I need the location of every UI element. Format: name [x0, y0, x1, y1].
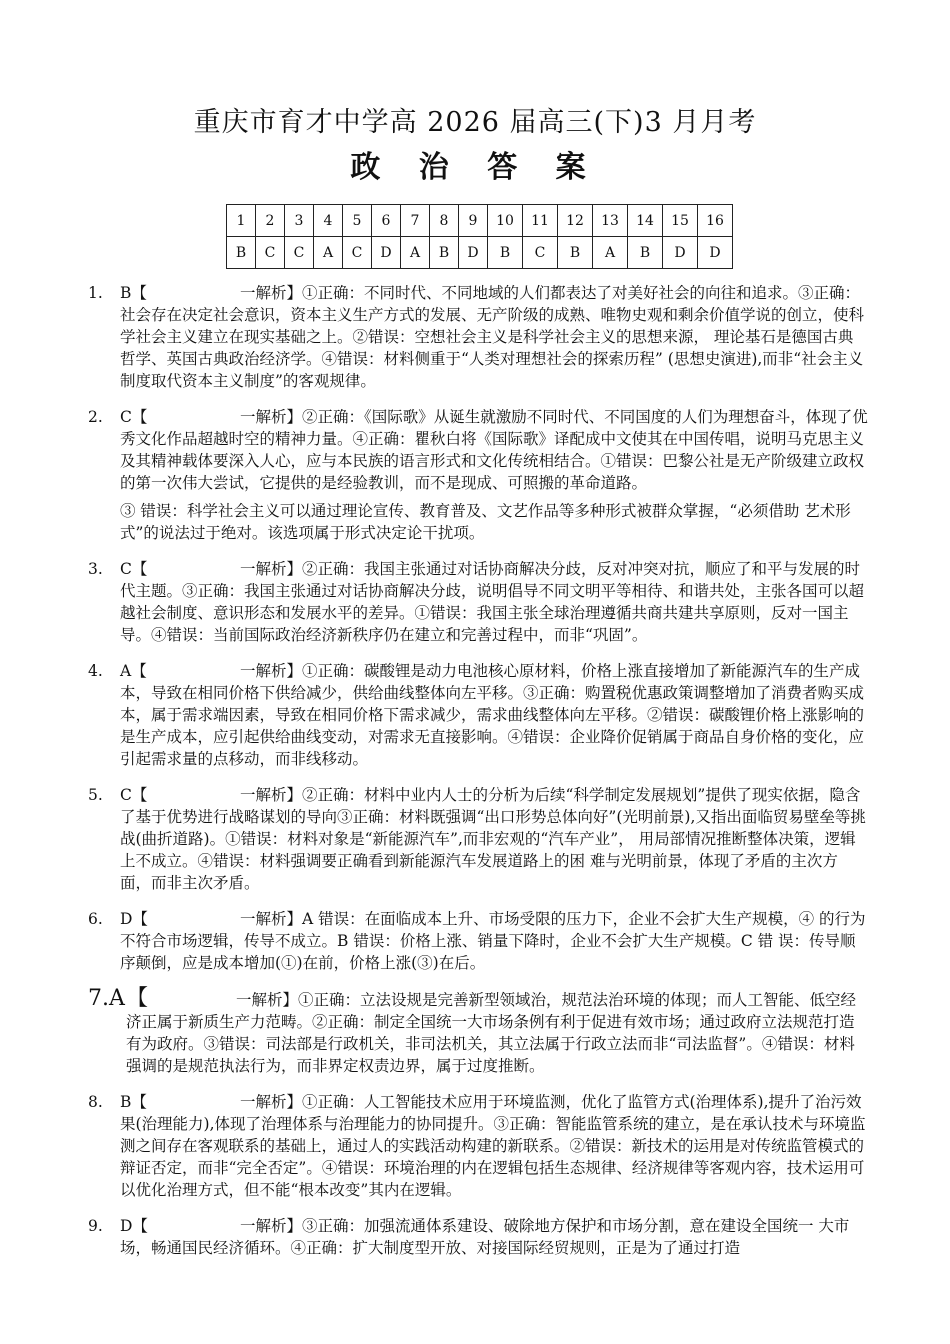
item-explanation: 一解析】①正确：不同时代、不同地域的人们都表达了对美好社会的向往和追求。③正确：社会存在决定社会意识，资本主义生产方式的发展、无产阶级的成熟、唯物史观和剩余价值学说的创立，使科学社会主义建立在现实基础之上。②错误：空想社会主义是科学社会主义的思想来源， 理论基石是德国古典哲学、英国古典政治经济学。④错误：材料侧重于“人类对理想社会的探索历程” (思想史演进),而非“社会主义制度取代资本主义制度”的客观规律。 [120, 284, 865, 390]
answer-table [226, 204, 733, 269]
table-cell: 16 [698, 205, 733, 237]
table-cell: C [256, 237, 285, 269]
table-cell: 10 [488, 205, 523, 237]
item-number: 6. [88, 910, 103, 928]
table-cell: D [663, 237, 698, 269]
item-number: 9. [88, 1217, 103, 1235]
table-cell: 3 [285, 205, 314, 237]
table-cell: 9 [459, 205, 488, 237]
table-cell: 8 [430, 205, 459, 237]
item-answer: D【 [120, 1217, 148, 1235]
table-cell: B [227, 237, 256, 269]
table-cell: A [593, 237, 628, 269]
item-number: 5. [88, 786, 103, 804]
list-item [88, 1091, 868, 1201]
table-cell: 7 [401, 205, 430, 237]
table-cell: 5 [343, 205, 372, 237]
table-cell: C [343, 237, 372, 269]
item-number: 2. [88, 408, 103, 426]
list-item [88, 282, 868, 392]
item-explanation: 一解析】①正确：立法设规是完善新型领域治，规范法治环境的体现；而人工智能、低空经济正属于新质生产力范畴。②正确：制定全国统一大市场条例有利于促进有效市场；通过政府立法规范打造有为政府。③错误：司法部是行政机关，非司法机关，其立法属于行政立法而非“司法监督”。④错误：材料强调的是规范执法行为，而非界定权责边界，属于过度推断。 [126, 991, 857, 1075]
table-cell: 13 [593, 205, 628, 237]
table-cell: C [523, 237, 558, 269]
item-explanation: 一解析】②正确：《国际歌》从诞生就激励不同时代、不同国度的人们为理想奋斗，体现了优秀文化作品超越时空的精神力量。④正确：瞿秋白将《国际歌》译配成中文使其在中国传唱，说明马克思主义及其精神载体要深入人心，应与本民族的语言形式和文化传统相结合。①错误：巴黎公社是无产阶级建立政权的第一次伟大尝试，它提供的是经验教训，而不是现成、可照搬的革命道路。 [120, 408, 868, 492]
list-item [88, 660, 868, 770]
item-explanation-continued: ③ 错误：科学社会主义可以通过理论宣传、教育普及、文艺作品等多种形式被群众掌握，“必须借助 艺术形式”的说法过于绝对。该选项属于形式决定论干扰项。 [120, 502, 851, 542]
table-cell: C [285, 237, 314, 269]
table-cell: 14 [628, 205, 663, 237]
table-cell: 6 [372, 205, 401, 237]
item-answer: B【 [120, 284, 147, 302]
item-answer: C【 [120, 408, 148, 426]
table-cell: 11 [523, 205, 558, 237]
item-answer: 【 [126, 986, 149, 1011]
item-explanation: 一解析】①正确：人工智能技术应用于环境监测，优化了监管方式(治理体系),提升了治污效果(治理能力),体现了治理体系与治理能力的协同提升。③正确：智能监管系统的建立，是在承认技术与环境监测之间存在客观联系的基础上，通过人的实践活动构建的新联系。②错误：新技术的运用是对传统监管模式的辩证否定，而非“完全否定”。④错误：环境治理的内在逻辑包括生态规律、经济规律等客观内容，技术运用可以优化治理方式，但不能“根本改变”其内在逻辑。 [120, 1093, 866, 1199]
table-cell: B [558, 237, 593, 269]
table-cell: A [314, 237, 343, 269]
item-explanation: 一解析】①正确：碳酸锂是动力电池核心原材料，价格上涨直接增加了新能源汽车的生产成本，导致在相同价格下供给减少，供给曲线整体向左平移。③正确：购置税优惠政策调整增加了消费者购买成本，属于需求端因素，导致在相同价格下需求减少，需求曲线整体向左平移。②错误：碳酸锂价格上涨影响的是生产成本，应引起供给曲线变动，对需求无直接影响。④错误：企业降价促销属于商品自身价格的变化，应引起需求量的点移动，而非线移动。 [120, 662, 865, 768]
table-cell: D [459, 237, 488, 269]
list-item [88, 908, 868, 974]
list-item [88, 988, 868, 1077]
answer-table-answer-row [227, 237, 733, 269]
item-answer: C【 [120, 560, 148, 578]
item-explanation: 一解析】③正确：加强流通体系建设、破除地方保护和市场分割，意在建设全国统一 大市场，畅通国民经济循环。④正确：扩大制度型开放、对接国际经贸规则，正是为了通过打造 [120, 1217, 850, 1257]
table-cell: 4 [314, 205, 343, 237]
list-item [88, 406, 868, 494]
item-number: 3. [88, 560, 103, 578]
item-number: 8. [88, 1093, 103, 1111]
table-cell: A [401, 237, 430, 269]
table-cell: B [628, 237, 663, 269]
table-cell: B [488, 237, 523, 269]
item-answer: D【 [120, 910, 148, 928]
answer-table-number-row [227, 205, 733, 237]
table-cell: D [698, 237, 733, 269]
item-explanation: 一解析】②正确：材料中业内人士的分析为后续“科学制定发展规划”提供了现实依据，隐含了基于优势进行战略谋划的导向③正确：材料既强调“出口形势总体向好”(光明前景),又指出面临贸易壁垒等挑战(曲折道路)。①错误：材料对象是“新能源汽车”,而非宏观的“汽车产业”， 用局部情况推断整体决策，逻辑上不成立。④错误：材料强调要正确看到新能源汽车发展道路上的困 难与光明前景，体现了矛盾的主次方面，而非主次矛盾。 [120, 786, 866, 892]
table-cell: 1 [227, 205, 256, 237]
item-explanation: 一解析】A 错误：在面临成本上升、市场受限的压力下，企业不会扩大生产规模，④ 的行为不符合市场逻辑，传导不成立。B 错误：价格上涨、销量下降时，企业不会扩大生产规模。C 错 误：传导顺序颠倒，应是成本增加(①)在前，价格上涨(③)在后。 [120, 910, 866, 972]
table-cell: 12 [558, 205, 593, 237]
list-item [88, 784, 868, 894]
table-cell: 15 [663, 205, 698, 237]
item-number: 4. [88, 662, 103, 680]
subject-title: 政 治 答 案 [350, 150, 600, 185]
item-number: 1. [88, 284, 103, 302]
item-number: 7.A [88, 986, 125, 1011]
school-title: 重庆市育才中学高 2026 届高三(下)3 月月考 [193, 107, 757, 138]
list-item [88, 558, 868, 646]
item-answer: A【 [120, 662, 147, 680]
list-item [88, 1215, 868, 1259]
item-answer: B【 [120, 1093, 147, 1111]
answer-explanations [88, 282, 868, 1273]
table-cell: D [372, 237, 401, 269]
item-answer: C【 [120, 786, 148, 804]
item-explanation: 一解析】②正确：我国主张通过对话协商解决分歧，反对冲突对抗，顺应了和平与发展的时代主题。③正确：我国主张通过对话协商解决分歧，说明倡导不同文明平等相待、和谐共处，主张各国可以超越社会制度、意识形态和发展水平的差异。①错误：我国主张全球治理遵循共商共建共享原则，反对一国主导。④错误：当前国际政治经济新秩序仍在建立和完善过程中，而非“巩固”。 [120, 560, 865, 644]
table-cell: B [430, 237, 459, 269]
table-cell: 2 [256, 205, 285, 237]
